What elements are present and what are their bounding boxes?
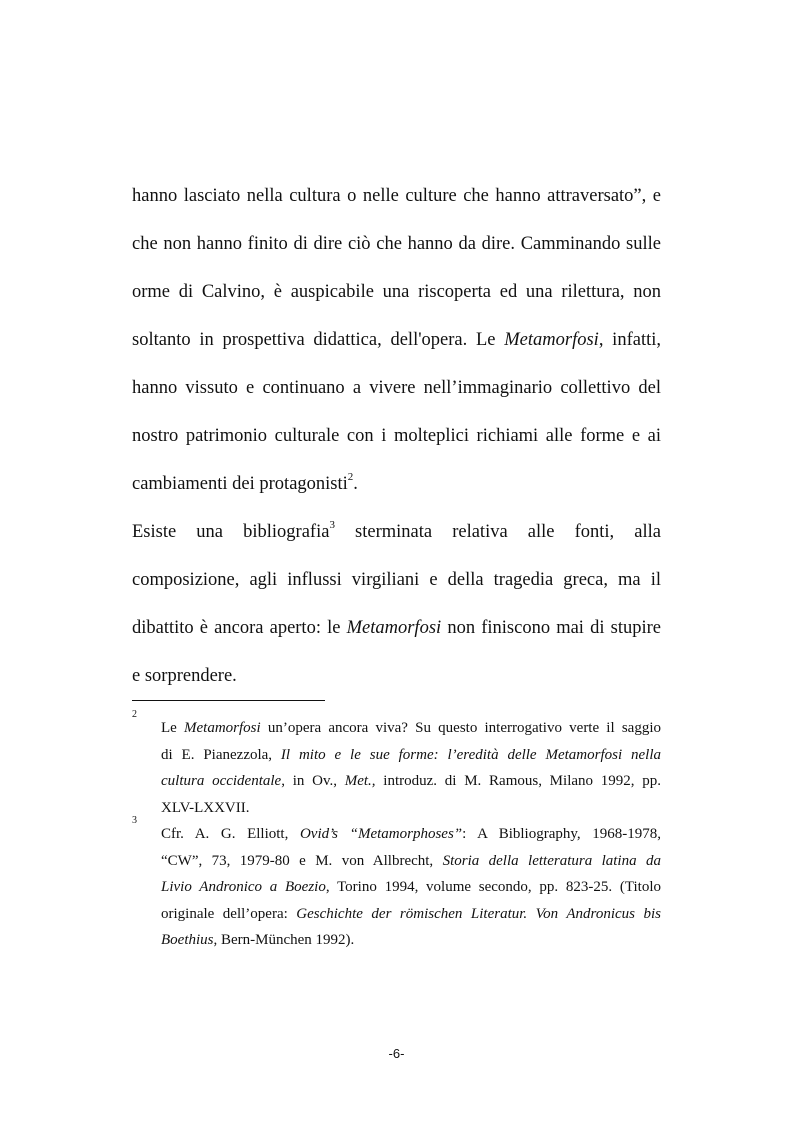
body-line: composizione, agli influssi virgiliani e della tragedia greca, ma il xyxy=(132,570,661,590)
footnote-text: Cfr. A. G. Elliott, Ovid’s “Metamorphoses”: A Bibliography, 1968-1978, “CW”, 73, 1979-80 e M. von Allbrecht, Storia della letteratura latina da Livio Andronico a Boezio, Torino 1994, volume secondo, pp. 823-25. (Titolo originale dell’opera: Geschichte der römischen Literatur. Von Andronicus bis Boethius, Bern-München 1992). xyxy=(161,826,661,948)
body-line: e sorprendere. xyxy=(132,666,237,686)
body-line: hanno lasciato nella cultura o nelle culture che hanno attraversato”, e xyxy=(132,186,661,206)
body-line: che non hanno finito di dire ciò che hanno da dire. Camminando sulle xyxy=(132,234,661,254)
footnote-number: 3 xyxy=(132,815,137,826)
body-line: cambiamenti dei protagonisti$^2$. xyxy=(132,470,358,494)
body-line: orme di Calvino, è auspicabile una riscoperta ed una rilettura, non xyxy=(132,282,661,302)
body-paragraphs xyxy=(132,172,661,700)
footnote-text: Le Metamorfosi un’opera ancora viva? Su questo interrogativo verte il saggio di E. Pianezzola, Il mito e le sue forme: l’eredità delle Metamorfosi nella cultura occidentale, in Ov., Met., introduz. di M. Ramous, Milano 1992, pp. XLV-LXXVII. xyxy=(161,720,662,816)
footnote-divider xyxy=(132,700,325,701)
title-italic: Metamorfosi xyxy=(346,618,442,638)
body-line: nostro patrimonio culturale con i molteplici richiami alle forme e ai xyxy=(132,426,661,446)
body-line: Esiste una bibliografia$^3$ sterminata relativa alle fonti, alla xyxy=(132,518,661,542)
title-italic: Metamorfosi xyxy=(504,330,599,350)
body-line: hanno vissuto e continuano a vivere nell’immaginario collettivo del xyxy=(132,378,661,398)
page-number: -6- xyxy=(388,1046,405,1061)
body-line: soltanto in prospettiva didattica, dell'opera. Le Metamorfosi, infatti, xyxy=(132,330,661,350)
footnote-ref-2: 2 xyxy=(347,470,354,483)
footnote-ref-3: 3 xyxy=(329,518,335,531)
body-line: dibattito è ancora aperto: le Metamorfosi non finiscono mai di stupire xyxy=(132,618,661,638)
footnote-number: 2 xyxy=(132,709,137,720)
